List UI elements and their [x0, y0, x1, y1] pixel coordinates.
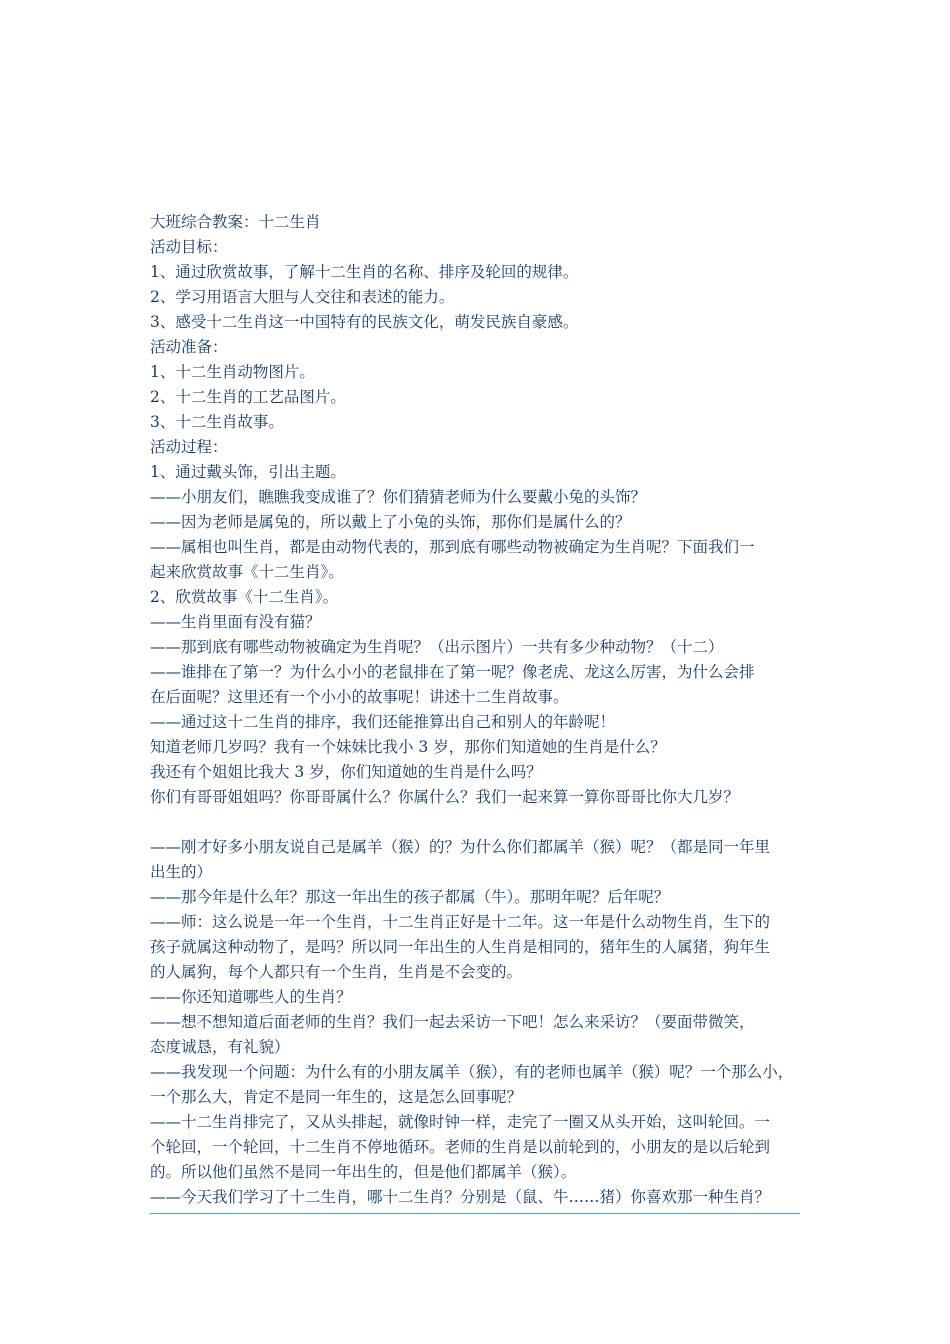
- section-heading-goals: 活动目标：: [150, 238, 228, 256]
- text-line: ——那到底有哪些动物被确定为生肖呢？（出示图片）一共有多少种动物？（十二）: [150, 638, 724, 656]
- text-line: 2、欣赏故事《十二生肖》。: [150, 588, 339, 606]
- text-line: ——今天我们学习了十二生肖，哪十二生肖？分别是（鼠、牛……猪）你喜欢那一种生肖？: [150, 1188, 771, 1206]
- text-line: 出生的）: [150, 863, 213, 881]
- text-line: 态度诚恳，有礼貌）: [150, 1038, 290, 1056]
- text-line: 一个那么大，肯定不是同一年生的，这是怎么回事呢？: [150, 1088, 523, 1106]
- text-line: 起来欣赏故事《十二生肖》。: [150, 563, 344, 581]
- text-line: 在后面呢？这里还有一个小小的故事呢！讲述十二生肖故事。: [150, 688, 569, 706]
- text-line: ——那今年是什么年？那这一年出生的孩子都属（牛）。那明年呢？后年呢？: [150, 888, 670, 906]
- text-line: 的。所以他们虽然不是同一年出生的，但是他们都属羊（猴）。: [150, 1163, 577, 1181]
- blank-line: [150, 810, 810, 835]
- text-line: 个轮回，一个轮回，十二生肖不停地循环。老师的生肖是以前轮到的，小朋友的是以后轮到: [150, 1138, 771, 1156]
- text-line: 3、十二生肖故事。: [150, 413, 284, 431]
- doc-title: 大班综合教案：十二生肖: [150, 213, 321, 231]
- text-line: ——我发现一个问题：为什么有的小朋友属羊（猴），有的老师也属羊（猴）呢？一个那么小，: [150, 1063, 794, 1081]
- section-heading-preparation: 活动准备：: [150, 338, 228, 356]
- text-line: 3、感受十二生肖这一中国特有的民族文化，萌发民族自豪感。: [150, 313, 579, 331]
- text-line: ——谁排在了第一？为什么小小的老鼠排在了第一呢？像老虎、龙这么厉害，为什么会排: [150, 663, 755, 681]
- text-line: 孩子就属这种动物了，是吗？所以同一年出生的人生肖是相同的，猪年生的人属猪，狗年生: [150, 938, 771, 956]
- text-line: 我还有个姐姐比我大 3 岁，你们知道她的生肖是什么吗？: [150, 763, 542, 781]
- text-line: ——生肖里面有没有猫？: [150, 613, 321, 631]
- text-line: ——师：这么说是一年一个生肖，十二生肖正好是十二年。这一年是什么动物生肖，生下的: [150, 913, 771, 931]
- text-line: 2、学习用语言大胆与人交往和表述的能力。: [150, 288, 455, 306]
- text-line: ——通过这十二生肖的排序，我们还能推算出自己和别人的年龄呢！: [150, 713, 616, 731]
- text-line: ——想不想知道后面老师的生肖？我们一起去采访一下吧！怎么来采访？（要面带微笑，: [150, 1013, 755, 1031]
- text-line: 1、通过戴头饰，引出主题。: [150, 463, 346, 481]
- text-line: ——十二生肖排完了，又从头排起，就像时钟一样，走完了一圈又从头开始，这叫轮回。一: [150, 1113, 771, 1131]
- text-line: ——刚才好多小朋友说自己是属羊（猴）的？为什么你们都属羊（猴）呢？（都是同一年里: [150, 838, 771, 856]
- section-heading-process: 活动过程：: [150, 438, 228, 456]
- text-line: 知道老师几岁吗？我有一个妹妹比我小 3 岁，那你们知道她的生肖是什么？: [150, 738, 666, 756]
- text-line: ——小朋友们，瞧瞧我变成谁了？你们猜猜老师为什么要戴小兔的头饰？: [150, 488, 647, 506]
- document-body: [150, 210, 810, 1210]
- text-line: 1、十二生肖动物图片。: [150, 363, 315, 381]
- text-line: 1、通过欣赏故事，了解十二生肖的名称、排序及轮回的规律。: [150, 263, 579, 281]
- text-line: 的人属狗，每个人都只有一个生肖，生肖是不会变的。: [150, 963, 523, 981]
- text-line: ——因为老师是属兔的，所以戴上了小兔的头饰，那你们是属什么的？: [150, 513, 631, 531]
- text-line: 2、十二生肖的工艺品图片。: [150, 388, 346, 406]
- bottom-rule: [150, 1213, 800, 1214]
- text-line: 你们有哥哥姐姐吗？你哥哥属什么？你属什么？我们一起来算一算你哥哥比你大几岁？: [150, 788, 740, 806]
- text-line: ——你还知道哪些人的生肖？: [150, 988, 352, 1006]
- text-line: ——属相也叫生肖，都是由动物代表的，那到底有哪些动物被确定为生肖呢？下面我们一: [150, 538, 755, 556]
